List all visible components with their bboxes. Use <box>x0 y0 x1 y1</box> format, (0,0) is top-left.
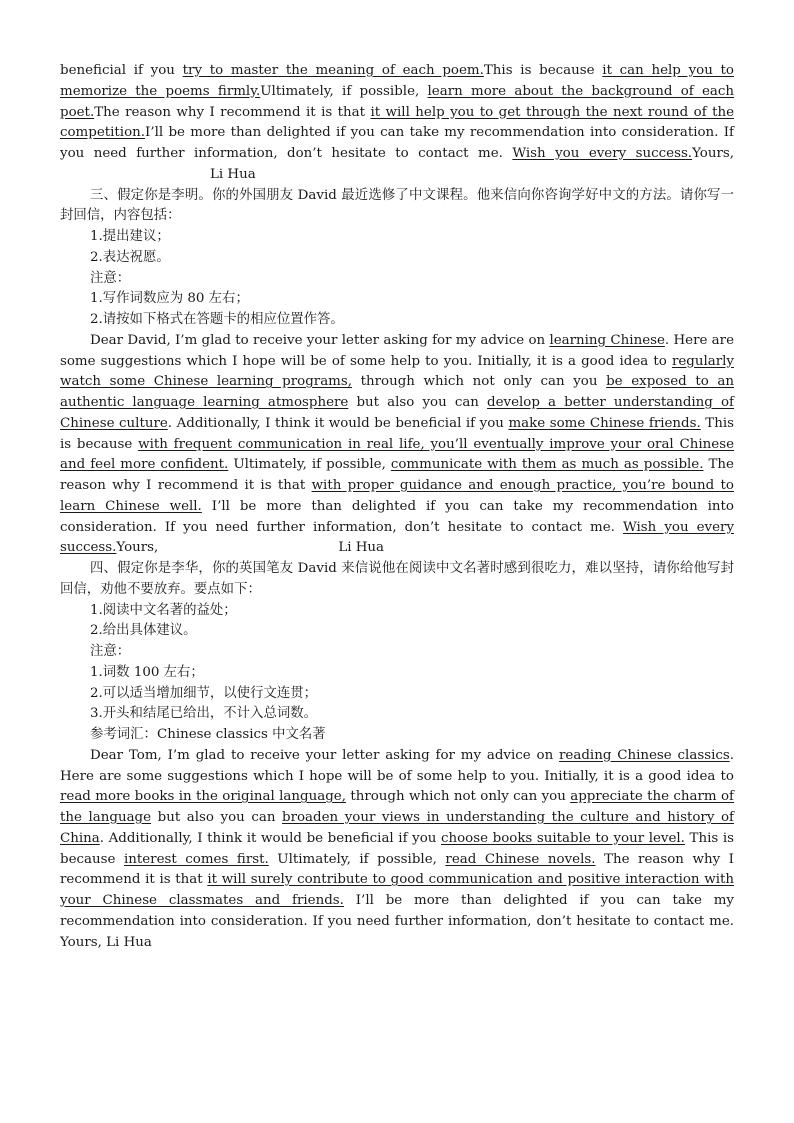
question-4-note: 3.开头和结尾已给出，不计入总词数。 <box>90 706 318 722</box>
underlined-answer: it will surely contribute to good communication and positive interaction with your Chinese classmates and friends. <box>60 872 734 908</box>
text: through which not only can you <box>352 374 607 390</box>
underlined-answer: with frequent communication in real life, you’ll eventually improve your oral Chinese and feel more confident. <box>60 436 734 473</box>
underlined-answer: be exposed to an authentic language learning atmosphere <box>60 374 734 410</box>
text: beneficial if you <box>60 63 183 78</box>
underlined-answer: Wish you every success. <box>512 146 693 161</box>
closing: Yours, <box>692 146 734 161</box>
text: Dear Tom, I’m glad to receive your letter asking for my advice on <box>90 747 560 763</box>
text: The reason why I recommend it is that <box>94 104 371 120</box>
underlined-answer: develop a better understanding of Chinese culture <box>60 395 735 431</box>
question-4-item: 1.阅读中文名著的益处； <box>90 602 237 618</box>
text: The reason why I recommend it is that <box>60 851 734 888</box>
text: but also you can <box>151 810 283 825</box>
underlined-answer: make some Chinese friends. <box>508 415 701 431</box>
text: . Additionally, I think it would be beneficial if you <box>99 830 441 846</box>
text: Ultimately, if possible, <box>260 83 428 99</box>
letter-2-body <box>60 61 734 186</box>
text: . Here are some suggestions which I hope will be of some help to you. Initially, it is a good idea to <box>60 332 734 369</box>
underlined-answer: read more books in the original language, <box>60 789 346 805</box>
question-4-note: 1.词数 100 左右； <box>90 664 204 680</box>
signature-name: Li Hua <box>338 540 385 556</box>
text: Ultimately, if possible, <box>268 851 446 867</box>
question-3-note: 1.写作词数应为 80 左右； <box>90 291 249 307</box>
underlined-answer: regularly watch some Chinese learning programs, <box>60 353 734 390</box>
question-4-prompt: 四、假定你是李华，你的英国笔友 David 来信说他在阅读中文名著时感到很吃力，难以坚持，请你给他写封回信，劝他不要放弃。要点如下： <box>60 561 734 597</box>
underlined-answer: it can help you to memorize the poems firmly. <box>60 63 734 99</box>
text: through which not only can you <box>345 789 571 805</box>
closing: Yours, <box>116 540 159 556</box>
text: Dear David, I’m glad to receive your letter asking for my advice on <box>90 332 550 348</box>
text: I’ll be more than delighted if you can take my recommendation into consideration. If you need further information, don’t hesitate to contact me. Yours, Li Hua <box>60 893 734 950</box>
underlined-answer: broaden your views in understanding the culture and history of China <box>60 810 734 846</box>
underlined-answer: choose books suitable to your level. <box>440 830 685 846</box>
letter-4-body <box>60 746 734 954</box>
question-3-item: 2.表达祝愿。 <box>90 249 170 265</box>
question-4-notes-title: 注意： <box>90 644 131 659</box>
text: I’ll be more than delighted if you can take my recommendation into consideration. If you need further information, don’t hesitate to contact me. <box>60 125 734 161</box>
underlined-answer: learn more about the background of each poet. <box>60 83 735 120</box>
question-3-prompt: 三、假定你是李明。你的外国朋友 David 最近选修了中文课程。他来信向你咨询学好中文的方法。请你写一封回信，内容包括： <box>60 187 734 224</box>
text: I’ll be more than delighted if you can take my recommendation into consideration. If you need further information, don’t hesitate to contact me. <box>60 498 734 535</box>
text: This is because <box>60 830 734 867</box>
underlined-answer: with proper guidance and enough practice, you’re bound to learn Chinese well. <box>60 478 734 514</box>
question-3-item: 1.提出建议； <box>90 229 170 244</box>
question-3-notes-title: 注意： <box>90 270 131 286</box>
signature-name: Li Hua <box>210 166 256 182</box>
question-4-note: 2.可以适当增加细节，以使行文连贯； <box>90 685 318 701</box>
text: This is because <box>483 63 603 78</box>
question-4-item: 2.给出具体建议。 <box>90 623 197 639</box>
document-page <box>60 61 734 953</box>
underlined-answer: appreciate the charm of the language <box>60 789 734 825</box>
question-4-vocab: 参考词汇：Chinese classics 中文名著 <box>90 727 326 742</box>
underlined-answer: Wish you every success. <box>60 519 735 556</box>
underlined-answer: learning Chinese <box>549 332 665 348</box>
underlined-answer: try to master the meaning of each poem. <box>182 63 484 78</box>
text: but also you can <box>348 395 488 410</box>
text: . Additionally, I think it would be beneficial if you <box>167 415 509 431</box>
underlined-answer: communicate with them as much as possible. <box>390 457 704 473</box>
underlined-answer: interest comes first. <box>123 851 269 867</box>
underlined-answer: read Chinese novels. <box>445 851 596 867</box>
text: This is because <box>60 415 734 452</box>
question-3-note: 2.请按如下格式在答题卡的相应位置作答。 <box>90 312 344 327</box>
letter-3-body <box>60 331 734 559</box>
text: Ultimately, if possible, <box>228 457 391 473</box>
text: . Here are some suggestions which I hope will be of some help to you. Initially, it is a good idea to <box>60 747 734 784</box>
text: The reason why I recommend it is that <box>60 457 734 493</box>
underlined-answer: reading Chinese classics <box>559 747 730 763</box>
underlined-answer: it will help you to get through the next round of the competition. <box>60 104 734 141</box>
